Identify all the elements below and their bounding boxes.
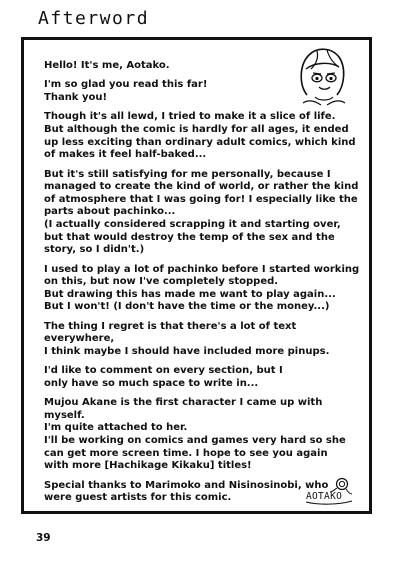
paragraph-6: The thing I regret is that there's a lot of text everywhere, I think maybe I should have included more pinups. <box>44 320 330 357</box>
paragraph-4: But it's still satisfying for me personally, because I managed to create the kind of world, or rather the kind of atmosphere that I was going for! I especially like the parts about pachinko... (I actually considered scrapping it and starting over, but that would destroy the temp of the sex and the story, so I didn't.) <box>44 168 359 256</box>
paragraph-7: I'd like to comment on every section, but I only have so much space to write in... <box>44 365 283 389</box>
paragraph-8: Mujou Akane is the first character I came up with myself. I'm quite attached to her. I'll be working on comics and games very hard so she can get more screen time. I hope to see you again with more [Hachikage Kikaku] titles! <box>44 397 346 472</box>
afterword-text <box>44 60 364 512</box>
paragraph-2: I'm so glad you read this far! Thank you! <box>44 79 208 103</box>
page-number: 39 <box>36 532 51 544</box>
page-title: Afterword <box>38 8 150 29</box>
paragraph-5: I used to play a lot of pachinko before I started working on this, but now I've completely stopped. But drawing this has made me want to play again... But I won't! (I don't have the time or the money...) <box>44 263 360 313</box>
paragraph-3: Though it's all lewd, I tried to make it a slice of life. But although the comic is hardly for all ages, it ended up less exciting than ordinary adult comics, which kind of makes it feel half-baked... <box>44 111 356 161</box>
paragraph-1: Hello! It's me, Aotako. <box>44 60 170 71</box>
paragraph-9: Special thanks to Marimoko and Nisinosinobi, who were guest artists for this comic. <box>44 479 329 504</box>
author-signature: AOTAKO <box>306 491 343 502</box>
